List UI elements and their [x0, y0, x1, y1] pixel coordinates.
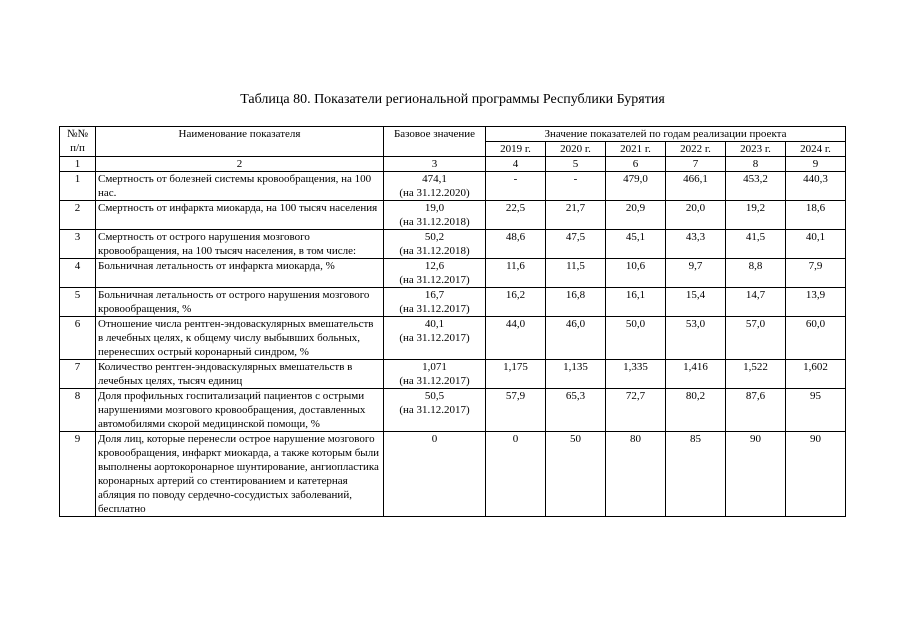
- header-year: 2023 г.: [726, 142, 786, 157]
- year-value: 44,0: [486, 317, 546, 360]
- row-number: 1: [60, 172, 96, 201]
- table-title: Таблица 80. Показатели региональной программы Республики Бурятия: [240, 92, 665, 107]
- table-row: [60, 230, 846, 259]
- year-value: 440,3: [786, 172, 846, 201]
- column-number: 4: [486, 157, 546, 172]
- base-value-cell: [384, 259, 486, 288]
- year-value: 60,0: [786, 317, 846, 360]
- table-row: [60, 432, 846, 517]
- indicator-name: Отношение числа рентген-эндоваскулярных вмешательств в лечебных целях, к общему числу выбывших больных, перенесших острый коронарный синдром, %: [96, 317, 384, 360]
- year-value: 65,3: [546, 389, 606, 432]
- base-date: (на 31.12.2017): [399, 303, 470, 315]
- table-body: [60, 172, 846, 517]
- header-year: 2019 г.: [486, 142, 546, 157]
- row-number: 4: [60, 259, 96, 288]
- year-value: 43,3: [666, 230, 726, 259]
- year-value: 1,135: [546, 360, 606, 389]
- year-value: 1,602: [786, 360, 846, 389]
- base-value: 12,6: [424, 260, 445, 272]
- column-number: 9: [786, 157, 846, 172]
- year-value: 11,5: [546, 259, 606, 288]
- year-value: 7,9: [786, 259, 846, 288]
- column-number: 1: [60, 157, 96, 172]
- year-value: 14,7: [726, 288, 786, 317]
- column-number: 7: [666, 157, 726, 172]
- year-value: -: [486, 172, 546, 201]
- base-value-cell: [384, 230, 486, 259]
- year-value: 18,6: [786, 201, 846, 230]
- year-value: 453,2: [726, 172, 786, 201]
- year-value: 20,0: [666, 201, 726, 230]
- year-value: 15,4: [666, 288, 726, 317]
- base-value: 16,7: [424, 289, 445, 301]
- column-number: 6: [606, 157, 666, 172]
- base-value: 40,1: [424, 318, 445, 330]
- year-value: 53,0: [666, 317, 726, 360]
- year-value: 45,1: [606, 230, 666, 259]
- indicator-name: Доля профильных госпитализаций пациентов с острыми нарушениями мозгового кровообращения, доставленных автомобилями скорой медицинской помощи, %: [96, 389, 384, 432]
- header-years-group: Значение показателей по годам реализации проекта: [486, 127, 846, 142]
- base-date: (на 31.12.2017): [399, 274, 470, 286]
- year-value: 1,522: [726, 360, 786, 389]
- header-year: 2020 г.: [546, 142, 606, 157]
- base-value-cell: [384, 201, 486, 230]
- header-number: [60, 127, 96, 157]
- row-number: 3: [60, 230, 96, 259]
- base-value-cell: [384, 432, 486, 517]
- row-number: 8: [60, 389, 96, 432]
- year-value: 8,8: [726, 259, 786, 288]
- indicator-name: Смертность от болезней системы кровообращения, на 100 нас.: [96, 172, 384, 201]
- table-row: [60, 360, 846, 389]
- base-date: (на 31.12.2020): [399, 187, 470, 199]
- table-row: [60, 288, 846, 317]
- year-value: -: [546, 172, 606, 201]
- base-value-cell: [384, 172, 486, 201]
- row-number: 5: [60, 288, 96, 317]
- header-number-line2: п/п: [70, 142, 85, 154]
- year-value: 20,9: [606, 201, 666, 230]
- indicator-name: Смертность от острого нарушения мозгового кровообращения, на 100 тысяч населения, в том числе:: [96, 230, 384, 259]
- year-value: 57,9: [486, 389, 546, 432]
- year-value: 466,1: [666, 172, 726, 201]
- base-value: 50,2: [424, 231, 445, 243]
- base-date: (на 31.12.2017): [399, 375, 470, 387]
- column-number: 3: [384, 157, 486, 172]
- year-value: 90: [726, 432, 786, 517]
- table-row: [60, 201, 846, 230]
- row-number: 2: [60, 201, 96, 230]
- row-number: 7: [60, 360, 96, 389]
- base-value: 19,0: [424, 202, 445, 214]
- column-number: 5: [546, 157, 606, 172]
- header-year: 2021 г.: [606, 142, 666, 157]
- base-value-cell: [384, 389, 486, 432]
- base-value-cell: [384, 360, 486, 389]
- indicators-table: [59, 126, 846, 517]
- year-value: 22,5: [486, 201, 546, 230]
- year-value: 80: [606, 432, 666, 517]
- indicator-name: Больничная летальность от инфаркта миокарда, %: [96, 259, 384, 288]
- year-value: 41,5: [726, 230, 786, 259]
- table-row: [60, 317, 846, 360]
- year-value: 85: [666, 432, 726, 517]
- year-value: 50,0: [606, 317, 666, 360]
- row-number: 9: [60, 432, 96, 517]
- column-number: 8: [726, 157, 786, 172]
- header-base-value: Базовое значение: [384, 127, 486, 157]
- base-value-cell: [384, 288, 486, 317]
- year-value: 50: [546, 432, 606, 517]
- year-value: 16,8: [546, 288, 606, 317]
- year-value: 48,6: [486, 230, 546, 259]
- base-date: (на 31.12.2017): [399, 404, 470, 416]
- indicator-name: Доля лиц, которые перенесли острое нарушение мозгового кровообращения, инфаркт миокарда, а также которым были выполнены аортокоронарное шунтирование, ангиопластика коронарных артерий со стентированием и катетерная абляция по поводу сердечно-сосудистых заболеваний, бесплатно: [96, 432, 384, 517]
- year-value: 1,416: [666, 360, 726, 389]
- header-number-line1: №№: [67, 128, 88, 140]
- base-value: 1,071: [422, 361, 447, 373]
- indicator-name: Больничная летальность от острого нарушения мозгового кровообращения, %: [96, 288, 384, 317]
- year-value: 87,6: [726, 389, 786, 432]
- year-value: 1,175: [486, 360, 546, 389]
- year-value: 16,1: [606, 288, 666, 317]
- base-date: (на 31.12.2018): [399, 216, 470, 228]
- header-row-1: [60, 127, 846, 142]
- header-row-col-numbers: [60, 157, 846, 172]
- year-value: 47,5: [546, 230, 606, 259]
- header-year: 2022 г.: [666, 142, 726, 157]
- base-date: (на 31.12.2017): [399, 332, 470, 344]
- year-value: 80,2: [666, 389, 726, 432]
- base-value-cell: [384, 317, 486, 360]
- header-year: 2024 г.: [786, 142, 846, 157]
- year-value: 90: [786, 432, 846, 517]
- year-value: 72,7: [606, 389, 666, 432]
- base-value: 0: [431, 433, 438, 445]
- year-value: 11,6: [486, 259, 546, 288]
- year-value: 0: [486, 432, 546, 517]
- indicator-name: Количество рентген-эндоваскулярных вмешательств в лечебных целях, тысяч единиц: [96, 360, 384, 389]
- base-value: 50,5: [424, 390, 445, 402]
- year-value: 1,335: [606, 360, 666, 389]
- column-number: 2: [96, 157, 384, 172]
- table-row: [60, 389, 846, 432]
- header-name: Наименование показателя: [96, 127, 384, 157]
- row-number: 6: [60, 317, 96, 360]
- year-value: 16,2: [486, 288, 546, 317]
- year-value: 21,7: [546, 201, 606, 230]
- base-date: (на 31.12.2018): [399, 245, 470, 257]
- table-row: [60, 259, 846, 288]
- year-value: 19,2: [726, 201, 786, 230]
- year-value: 40,1: [786, 230, 846, 259]
- year-value: 13,9: [786, 288, 846, 317]
- year-value: 57,0: [726, 317, 786, 360]
- base-value: 474,1: [422, 173, 447, 185]
- table-row: [60, 172, 846, 201]
- year-value: 46,0: [546, 317, 606, 360]
- year-value: 9,7: [666, 259, 726, 288]
- year-value: 95: [786, 389, 846, 432]
- year-value: 10,6: [606, 259, 666, 288]
- indicator-name: Смертность от инфаркта миокарда, на 100 тысяч населения: [96, 201, 384, 230]
- year-value: 479,0: [606, 172, 666, 201]
